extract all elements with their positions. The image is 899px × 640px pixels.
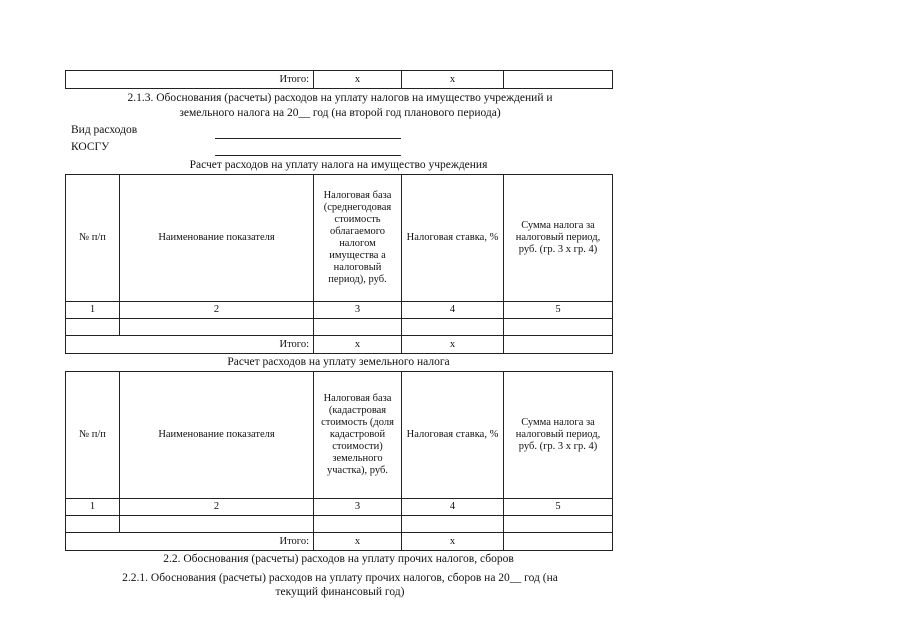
- land-number-1: 1: [66, 499, 120, 516]
- land-header-c4: Налоговая ставка, %: [402, 372, 504, 499]
- land-empty-row: [66, 516, 613, 533]
- property-tax-caption: Расчет расходов на уплату налога на имущество учреждения: [189, 159, 488, 171]
- land-total-label: Итого:: [66, 533, 314, 551]
- top-total-c5: [504, 71, 613, 89]
- vid-rashodov-line: [215, 138, 401, 139]
- kosgu-line: [215, 155, 401, 156]
- land-tax-caption: Расчет расходов на уплату земельного налога: [227, 356, 450, 368]
- property-number-5: 5: [504, 302, 613, 319]
- top-total-c4: x: [402, 71, 504, 89]
- property-header-c1: № п/п: [66, 175, 120, 302]
- section-221-title-line2: текущий финансовый год): [275, 586, 405, 598]
- property-total-label: Итого:: [66, 336, 314, 354]
- section-213-title-line1: 2.1.3. Обоснования (расчеты) расходов на уплату налогов на имущество учреждений и: [127, 92, 553, 104]
- property-number-2: 2: [120, 302, 314, 319]
- property-number-1: 1: [66, 302, 120, 319]
- section-22-title: 2.2. Обоснования (расчеты) расходов на уплату прочих налогов, сборов: [163, 553, 514, 565]
- land-header-c2: Наименование показателя: [120, 372, 314, 499]
- land-tax-table: [65, 371, 613, 551]
- section-221-title-line1: 2.2.1. Обоснования (расчеты) расходов на уплату прочих налогов, сборов на 20__ год (на: [122, 572, 558, 584]
- property-header-c3: Налоговая база (среднегодовая стоимость облагаемого налогом имущества а налоговый период), руб.: [314, 175, 402, 302]
- section-213-title-line2: земельного налога на 20__ год (на второй год планового периода): [179, 107, 501, 119]
- kosgu-label: КОСГУ: [71, 141, 110, 153]
- top-total-c3: x: [314, 71, 402, 89]
- land-number-2: 2: [120, 499, 314, 516]
- top-total-label: Итого:: [66, 71, 314, 89]
- property-number-4: 4: [402, 302, 504, 319]
- property-number-3: 3: [314, 302, 402, 319]
- property-empty-row: [66, 319, 613, 336]
- property-header-c4: Налоговая ставка, %: [402, 175, 504, 302]
- property-tax-table: [65, 174, 613, 354]
- land-number-3: 3: [314, 499, 402, 516]
- land-header-c3: Налоговая база (кадастровая стоимость (доля кадастровой стоимости) земельного участка), руб.: [314, 372, 402, 499]
- land-total-c3: x: [314, 533, 402, 551]
- property-header-c2: Наименование показателя: [120, 175, 314, 302]
- vid-rashodov-label: Вид расходов: [71, 124, 138, 136]
- land-number-5: 5: [504, 499, 613, 516]
- property-total-c5: [504, 336, 613, 354]
- land-total-c4: x: [402, 533, 504, 551]
- land-header-c5: Сумма налога за налоговый период, руб. (гр. 3 х гр. 4): [504, 372, 613, 499]
- land-total-c5: [504, 533, 613, 551]
- property-header-c5: Сумма налога за налоговый период, руб. (гр. 3 х гр. 4): [504, 175, 613, 302]
- land-header-c1: № п/п: [66, 372, 120, 499]
- property-total-c3: x: [314, 336, 402, 354]
- top-total-table: [65, 70, 613, 89]
- land-number-4: 4: [402, 499, 504, 516]
- property-total-c4: x: [402, 336, 504, 354]
